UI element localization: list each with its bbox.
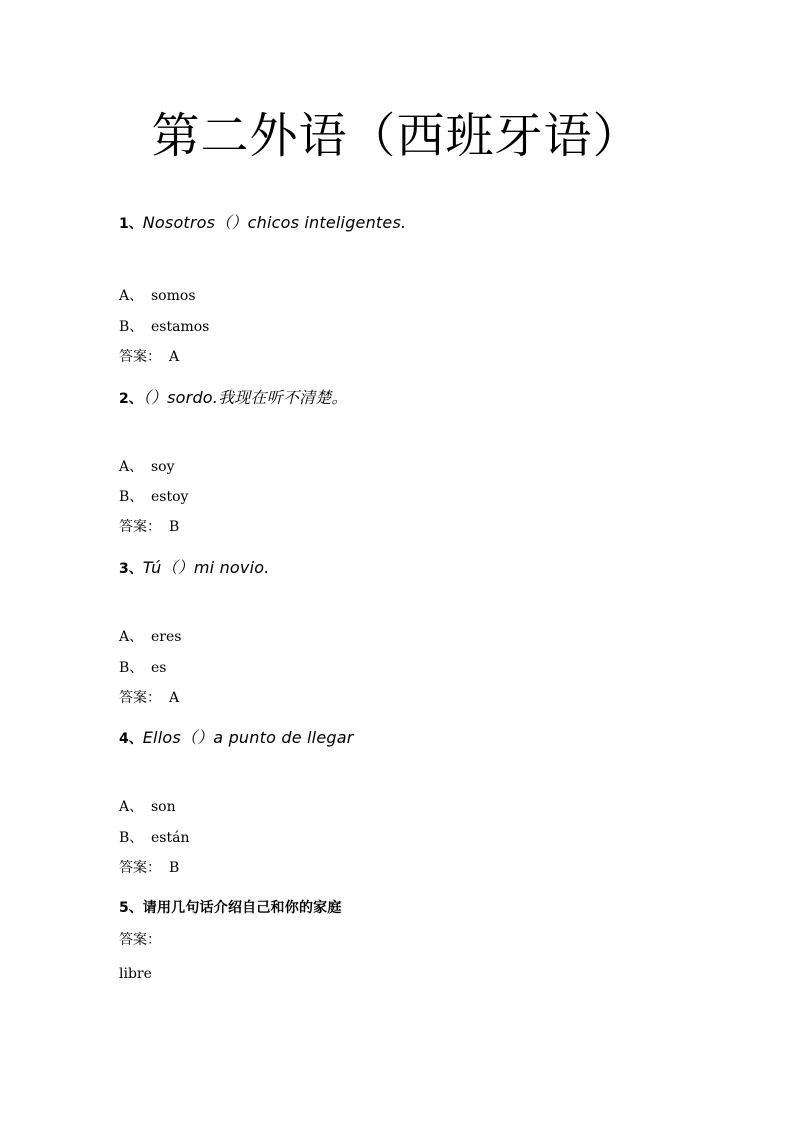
answer-label: 答案：: [119, 349, 161, 365]
option-text: están: [151, 830, 190, 846]
question-3: [119, 558, 270, 579]
answer-value: A: [169, 349, 180, 365]
option-letter: A、: [119, 629, 144, 645]
answer-value: B: [169, 860, 180, 876]
question-5: [119, 898, 342, 918]
option-text: somos: [151, 288, 196, 304]
question-5-answer: [119, 930, 169, 950]
question-3-text: Tú（）mi novio.: [142, 558, 270, 577]
answer-value: B: [169, 519, 180, 535]
option-text: eres: [151, 629, 182, 645]
question-4-answer: [119, 858, 179, 878]
option-text: soy: [151, 459, 175, 475]
option-letter: B、: [119, 660, 144, 676]
question-1-option-a: [119, 286, 196, 306]
option-text: es: [151, 660, 167, 676]
question-1-text: Nosotros（）chicos inteligentes.: [142, 213, 407, 232]
question-1-number: 1、: [119, 216, 143, 232]
question-3-option-b: [119, 658, 166, 678]
question-4-text: Ellos（）a punto de llegar: [142, 728, 354, 747]
question-1-option-b: [119, 317, 209, 337]
option-text: estamos: [151, 319, 210, 335]
option-letter: A、: [119, 459, 144, 475]
question-2-option-a: [119, 457, 175, 477]
question-1-answer: [119, 347, 179, 367]
option-letter: A、: [119, 799, 144, 815]
question-4-option-a: [119, 797, 176, 817]
answer-label: 答案：: [119, 519, 161, 535]
question-1: [119, 213, 406, 234]
question-2: [119, 388, 348, 409]
question-3-number: 3、: [119, 561, 143, 577]
document-title: 第二外语（西班牙语）: [151, 108, 642, 164]
question-3-option-a: [119, 627, 181, 647]
answer-label: 答案：: [119, 932, 161, 948]
option-text: estoy: [151, 489, 189, 505]
question-4-number: 4、: [119, 731, 143, 747]
question-5-text: 请用几句话介绍自己和你的家庭: [142, 900, 342, 916]
question-2-number: 2、: [119, 391, 143, 407]
option-text: son: [151, 799, 176, 815]
question-4: [119, 728, 354, 749]
answer-value: A: [169, 690, 180, 706]
question-3-answer: [119, 688, 179, 708]
question-5-number: 5、: [119, 900, 143, 916]
question-2-text: （）sordo.我现在听不清楚。: [142, 388, 348, 407]
question-2-answer: [119, 517, 179, 537]
option-letter: B、: [119, 489, 144, 505]
option-letter: B、: [119, 830, 144, 846]
answer-label: 答案：: [119, 690, 161, 706]
answer-label: 答案：: [119, 860, 161, 876]
question-5-answer-value: libre: [119, 966, 152, 982]
option-letter: A、: [119, 288, 144, 304]
question-2-option-b: [119, 487, 188, 507]
option-letter: B、: [119, 319, 144, 335]
question-4-option-b: [119, 828, 189, 848]
